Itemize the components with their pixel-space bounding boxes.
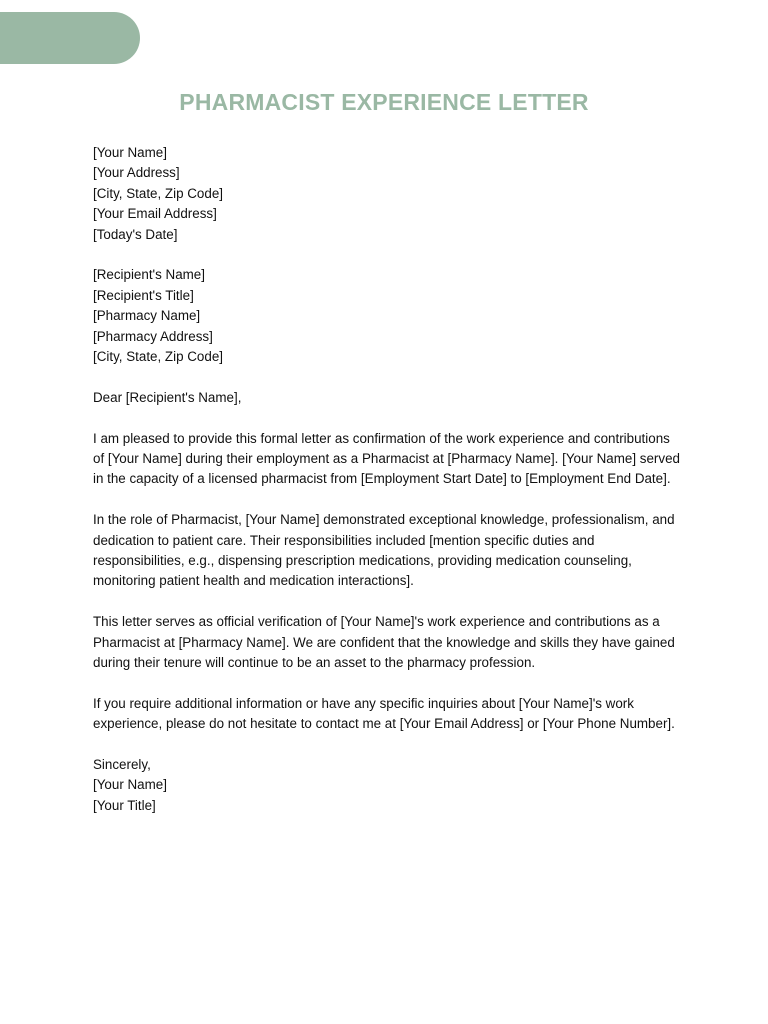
sender-email: [Your Email Address] [93,206,217,222]
pharmacy-address: [Pharmacy Address] [93,328,213,344]
closing-name: [Your Name] [93,777,167,793]
letter-title: PHARMACIST EXPERIENCE LETTER [179,89,589,115]
body-paragraph-confirmation: I am pleased to provide this formal letter as confirmation of the work experience and contributions of [Your Name] during their employment as a Pharmacist at [Pharmacy Name]. [Your Name] served in the capacity of a licensed pharmacist from [Employment Start Date] to [Employment End Date]. [93,430,680,487]
closing-block [93,755,683,816]
closing-title: [Your Title] [93,797,156,813]
body-paragraph-contact: If you require additional information or have any specific inquiries about [Your Name]'s work experience, please do not hesitate to contact me at [Your Email Address] or [Your Phone Number]. [93,695,675,732]
recipient-title: [Recipient's Title] [93,287,194,303]
recipient-city-state-zip: [City, State, Zip Code] [93,349,223,365]
body-paragraph-role: In the role of Pharmacist, [Your Name] demonstrated exceptional knowledge, professionalism, and dedication to patient care. Their responsibilities included [mention specific duties and responsibilities, e.g., dispensing prescription medications, providing medication counseling, monitoring patient health and medication interactions]. [93,512,675,589]
sender-address: [Your Address] [93,165,180,181]
decorative-accent-tab [0,12,140,64]
recipient-address-block [93,265,683,367]
letter-body [93,143,683,837]
sender-city-state-zip: [City, State, Zip Code] [93,185,223,201]
letter-date: [Today's Date] [93,226,178,242]
sender-address-block [93,143,683,245]
closing-sincerely: Sincerely, [93,757,151,773]
pharmacy-name: [Pharmacy Name] [93,308,201,324]
body-paragraph-verification: This letter serves as official verification of [Your Name]'s work experience and contributions as a Pharmacist at [Pharmacy Name]. We are confident that the knowledge and skills they have gained during their tenure will continue to be an asset to the pharmacy profession. [93,614,675,671]
recipient-name: [Recipient's Name] [93,267,205,283]
sender-name: [Your Name] [93,145,167,160]
salutation: Dear [Recipient's Name], [93,389,242,405]
